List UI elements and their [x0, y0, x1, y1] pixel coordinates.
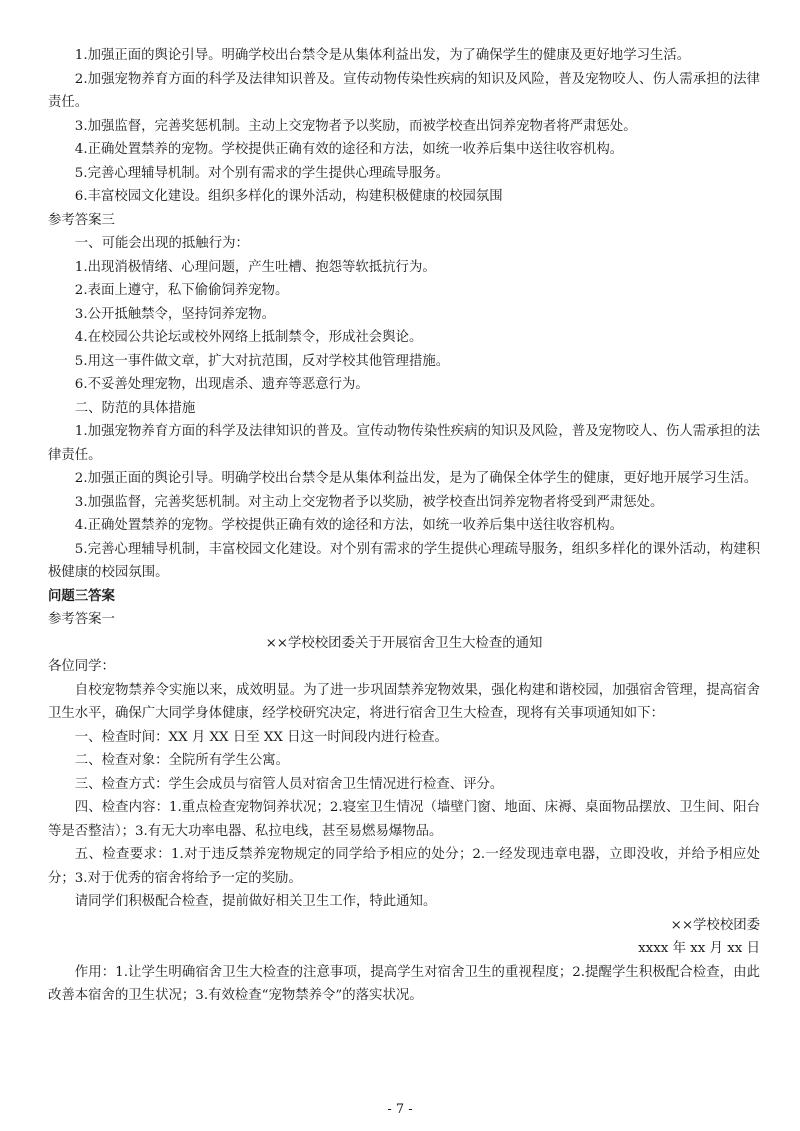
paragraph: 2.表面上遵守，私下偷偷饲养宠物。: [74, 283, 289, 298]
paragraph: 自校宠物禁养令实施以来，成效明显。为了进一步巩固禁养宠物效果，强化构建和谐校园，加强宿舍管理，提高宿舍卫生水平，确保广大同学身体健康，经学校研究决定，将进行宿舍卫生大检查，现将有关事项通知如下：: [48, 682, 760, 721]
paragraph: 问题三答案: [48, 587, 115, 604]
paragraph: 1.加强正面的舆论引导。明确学校出台禁令是从集体利益出发，为了确保学生的健康及更好地学习生活。: [74, 48, 691, 63]
paragraph: 1.加强宠物养育方面的科学及法律知识的普及。宣传动物传染性疾病的知识及风险，普及宠物咬人、伤人需承担的法律责任。: [48, 424, 760, 463]
paragraph: 三、检查方式：学生会成员与宿管人员对宿舍卫生情况进行检查、评分。: [74, 776, 504, 792]
paragraph: 各位同学：: [48, 659, 115, 674]
paragraph: ××学校校团委关于开展宿舍卫生大检查的通知: [265, 635, 543, 651]
paragraph: 3.加强监督，完善奖惩机制。对主动上交宠物者予以奖励，被学校查出饲养宠物者将受到严肃惩处。: [74, 494, 664, 510]
paragraph: 4.在校园公共论坛或校外网络上抵制禁令，形成社会舆论。: [74, 330, 423, 345]
paragraph: 6.丰富校园文化建设。组织多样化的课外活动，构建积极健康的校园氛围: [74, 189, 503, 204]
paragraph: 3.加强监督，完善奖惩机制。主动上交宠物者予以奖励，而被学校查出饲养宠物者将严肃惩处。: [74, 118, 637, 134]
paragraph: xxxx 年 xx 月 xx 日: [638, 941, 760, 956]
paragraph: 二、防范的具体措施: [74, 400, 196, 416]
paragraph: 1.出现消极情绪、心理问题，产生吐槽、抱怨等软抵抗行为。: [74, 259, 436, 275]
paragraph: 6.不妥善处理宠物，出现虐杀、遗弃等恶意行为。: [74, 377, 369, 392]
paragraph: 4.正确处置禁养的宠物。学校提供正确有效的途径和方法，如统一收养后集中送往收容机构。: [74, 142, 624, 157]
paragraph: ××学校校团委: [670, 917, 760, 933]
paragraph: 参考答案一: [48, 612, 115, 627]
paragraph: 作用：1.让学生明确宿舍卫生大检查的注意事项，提高学生对宿舍卫生的重视程度；2.提醒学生积极配合检查，由此改善本宿舍的卫生状况；3.有效检查“宠物禁养令”的落实状况。: [48, 964, 760, 1003]
paragraph: 一、检查时间：XX 月 XX 日至 XX 日这一时间段内进行检查。: [74, 729, 448, 745]
paragraph: 四、检查内容：1.重点检查宠物饲养状况；2.寝室卫生情况（墙壁门窗、地面、床褥、桌面物品摆放、卫生间、阳台等是否整洁）；3.有无大功率电器、私拉电线，甚至易燃易爆物品。: [48, 800, 760, 839]
paragraph: 二、检查对象：全院所有学生公寓。: [74, 753, 290, 768]
paragraph: 参考答案三: [48, 212, 115, 228]
page-number: - 7 -: [387, 1102, 413, 1117]
paragraph: 请同学们积极配合检查，提前做好相关卫生工作，特此通知。: [74, 894, 437, 909]
paragraph: 五、检查要求：1.对于违反禁养宠物规定的同学给予相应的处分；2.一经发现违章电器，立即没收，并给予相应处分；3.对于优秀的宿舍将给予一定的奖励。: [48, 847, 760, 886]
paragraph: 一、可能会出现的抵触行为：: [74, 236, 249, 251]
document-body: [48, 44, 760, 1008]
paragraph: 2.加强宠物养育方面的科学及法律知识普及。宣传动物传染性疾病的知识及风险，普及宠物咬人、伤人需承担的法律责任。: [48, 71, 760, 110]
paragraph: 5.完善心理辅导机制。对个别有需求的学生提供心理疏导服务。: [74, 165, 450, 181]
paragraph: 2.加强正面的舆论引导。明确学校出台禁令是从集体利益出发，是为了确保全体学生的健康，更好地开展学习生活。: [74, 471, 758, 486]
paragraph: 5.用这一事件做文章，扩大对抗范围，反对学校其他管理措施。: [74, 353, 450, 369]
paragraph: 4.正确处置禁养的宠物。学校提供正确有效的途径和方法，如统一收养后集中送往收容机构。: [74, 518, 624, 533]
paragraph: 3.公开抵触禁令，坚持饲养宠物。: [74, 306, 276, 322]
paragraph: 5.完善心理辅导机制，丰富校园文化建设。对个别有需求的学生提供心理疏导服务，组织多样化的课外活动，构建积极健康的校园氛围。: [48, 541, 760, 580]
